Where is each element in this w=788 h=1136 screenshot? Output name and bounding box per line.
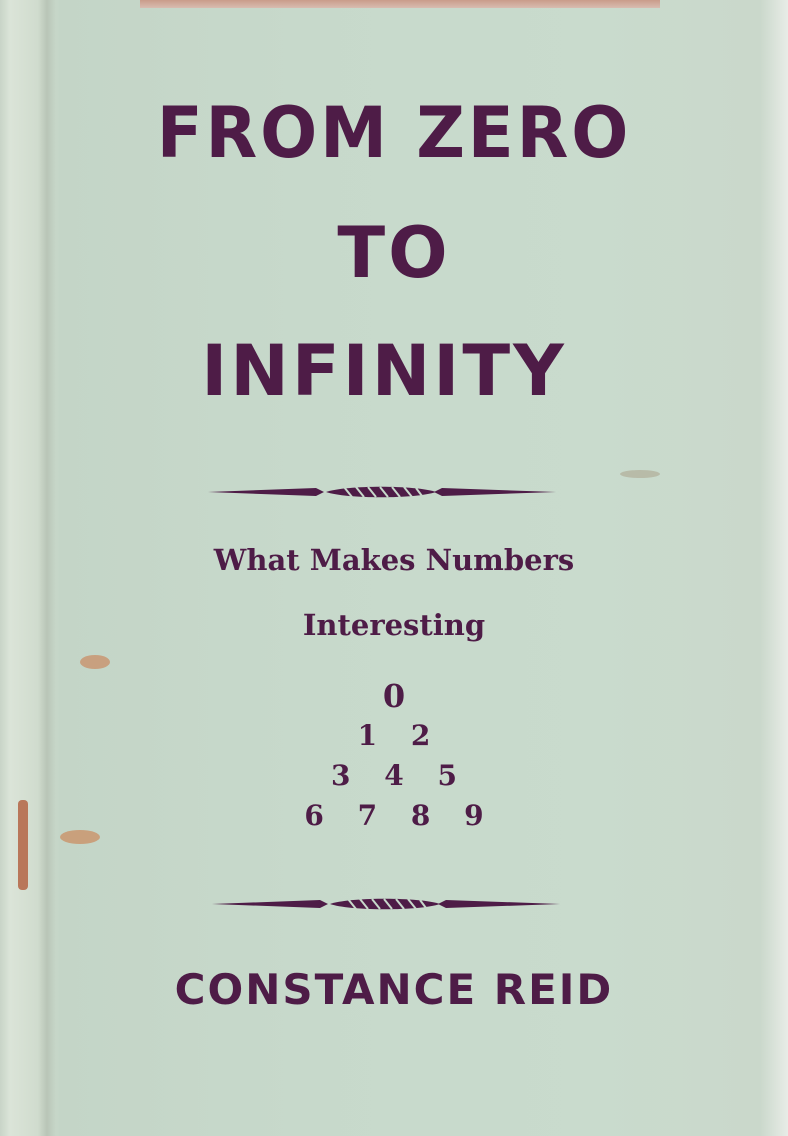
- title-line-2: TO: [337, 212, 451, 294]
- digit-row: 1 2: [357, 719, 431, 752]
- top-edge-wear: [140, 0, 660, 8]
- digit-row: 0: [382, 677, 406, 715]
- author-name: CONSTANCE REID: [174, 965, 614, 1014]
- stain-mark: [80, 655, 110, 669]
- title-line-1: FROM ZERO: [156, 92, 632, 174]
- ornament-divider-icon: [206, 483, 558, 501]
- subtitle-line-1: What Makes Numbers: [213, 543, 575, 577]
- stain-mark: [60, 830, 100, 844]
- digit-row: 6 7 8 9: [304, 799, 484, 832]
- subtitle-line-2: Interesting: [302, 608, 486, 642]
- title-line-3: INFINITY: [201, 330, 567, 412]
- digit-row: 3 4 5: [331, 759, 457, 792]
- crease-mark: [620, 470, 660, 478]
- ornament-divider-icon: [210, 895, 562, 913]
